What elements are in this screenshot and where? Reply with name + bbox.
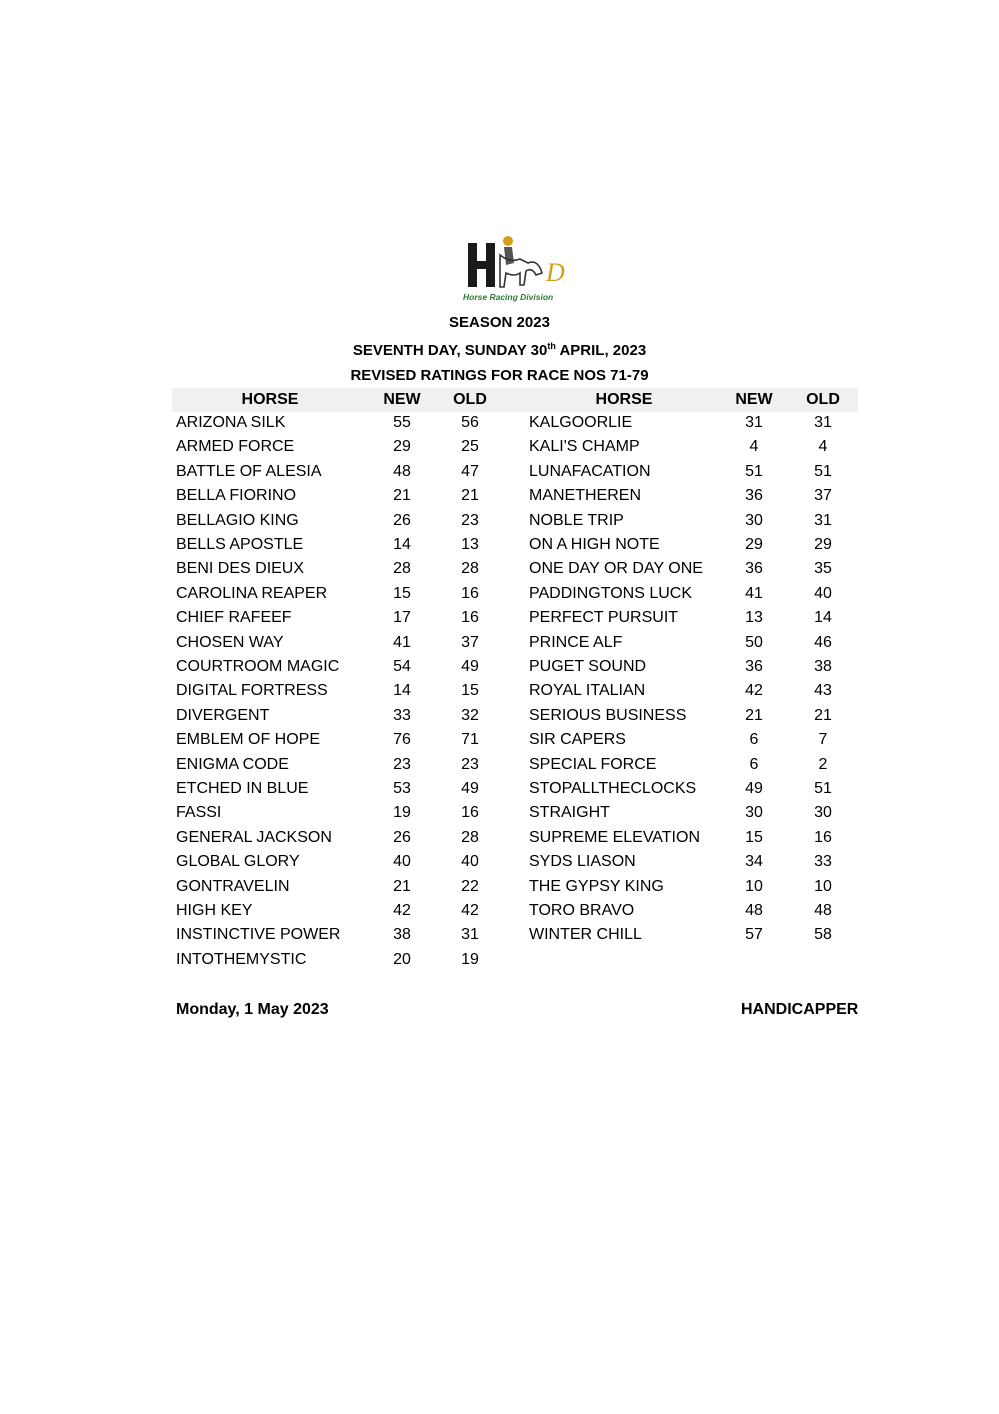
horse-name: KALI'S CHAMP (529, 438, 640, 456)
new-rating: 21 (745, 706, 763, 724)
old-rating: 15 (461, 682, 479, 700)
new-rating: 33 (393, 706, 411, 724)
horse-name: PRINCE ALF (529, 633, 623, 651)
old-rating: 46 (814, 633, 832, 651)
horse-name: LUNAFACATION (529, 462, 651, 480)
horse-name: STRAIGHT (529, 804, 610, 822)
old-rating: 10 (814, 877, 832, 895)
horse-name: HIGH KEY (176, 902, 253, 919)
horse-name: ON A HIGH NOTE (529, 536, 660, 553)
old-rating: 19 (461, 950, 479, 968)
horse-name: BELLS APOSTLE (176, 536, 304, 553)
race-day-title (0, 341, 999, 359)
table-row (0, 560, 999, 584)
new-rating: 26 (393, 828, 411, 846)
horse-name: FASSI (176, 804, 222, 822)
old-rating: 49 (461, 658, 479, 675)
new-rating: 20 (393, 950, 411, 968)
old-rating: 51 (814, 462, 832, 480)
old-rating: 42 (461, 902, 479, 919)
table-row (0, 463, 999, 487)
horse-name: BELLAGIO KING (176, 511, 299, 529)
header-new-left: NEW (383, 391, 421, 408)
horse-name: ETCHED IN BLUE (176, 780, 309, 797)
table-row (0, 585, 999, 609)
old-rating: 31 (814, 511, 832, 529)
horse-name: NOBLE TRIP (529, 511, 624, 529)
horse-name: INTOTHEMYSTIC (176, 950, 307, 968)
header-old-left: OLD (453, 391, 487, 408)
table-row (0, 902, 999, 926)
new-rating: 15 (745, 828, 763, 846)
old-rating: 30 (814, 804, 832, 822)
table-row (0, 951, 999, 975)
horse-name: INSTINCTIVE POWER (176, 926, 341, 944)
new-rating: 28 (393, 560, 411, 578)
table-row (0, 853, 999, 877)
old-rating: 2 (818, 755, 828, 773)
new-rating: 17 (393, 609, 411, 627)
new-rating: 30 (745, 804, 763, 822)
new-rating: 48 (393, 462, 411, 480)
old-rating: 58 (814, 926, 832, 944)
old-rating: 37 (814, 487, 832, 505)
old-rating: 51 (814, 780, 832, 797)
old-rating: 23 (461, 511, 479, 529)
new-rating: 6 (749, 731, 759, 749)
new-rating: 13 (745, 609, 763, 627)
horse-name: DIGITAL FORTRESS (176, 682, 328, 700)
table-row (0, 878, 999, 902)
new-rating: 29 (745, 536, 763, 553)
new-rating: 41 (745, 584, 763, 602)
old-rating: 29 (814, 536, 832, 553)
old-rating: 49 (461, 780, 479, 797)
season-title: SEASON 2023 (449, 314, 550, 331)
old-rating: 4 (818, 438, 828, 456)
horse-name: EMBLEM OF HOPE (176, 731, 321, 749)
table-row (0, 756, 999, 780)
new-rating: 10 (745, 877, 763, 895)
race-day-prefix: SEVENTH DAY, SUNDAY 30 (352, 342, 548, 359)
horse-name: BATTLE OF ALESIA (176, 462, 322, 480)
table-row (0, 804, 999, 828)
new-rating: 26 (393, 511, 411, 529)
old-rating: 14 (814, 609, 832, 627)
new-rating: 30 (745, 511, 763, 529)
horse-name: CAROLINA REAPER (176, 584, 328, 602)
header-new-right: NEW (735, 391, 773, 408)
old-rating: 16 (461, 804, 479, 822)
old-rating: 16 (461, 609, 479, 627)
new-rating: 50 (745, 633, 763, 651)
old-rating: 56 (461, 414, 479, 431)
table-row (0, 634, 999, 658)
horse-name: ONE DAY OR DAY ONE (529, 560, 703, 578)
new-rating: 42 (745, 682, 763, 700)
old-rating: 22 (461, 877, 479, 895)
new-rating: 53 (393, 780, 411, 797)
horse-name: GONTRAVELIN (176, 877, 290, 895)
race-day-suffix: APRIL, 2023 (555, 342, 647, 359)
old-rating: 71 (461, 731, 479, 749)
horse-name: WINTER CHILL (529, 926, 642, 944)
table-row (0, 512, 999, 536)
new-rating: 36 (745, 560, 763, 578)
table-row (0, 731, 999, 755)
new-rating: 4 (749, 438, 759, 456)
new-rating: 54 (393, 658, 411, 675)
new-rating: 21 (393, 877, 411, 895)
new-rating: 23 (393, 755, 411, 773)
old-rating: 40 (461, 853, 479, 871)
old-rating: 40 (814, 584, 832, 602)
horse-name: SERIOUS BUSINESS (529, 706, 687, 724)
old-rating: 13 (461, 536, 479, 553)
old-rating: 32 (461, 706, 479, 724)
old-rating: 47 (461, 462, 479, 480)
horse-name: BELLA FIORINO (176, 487, 297, 505)
old-rating: 38 (814, 658, 832, 675)
new-rating: 14 (393, 536, 411, 553)
table-row (0, 658, 999, 682)
report-date: Monday, 1 May 2023 (176, 1001, 329, 1018)
old-rating: 43 (814, 682, 832, 700)
horse-name: BENI DES DIEUX (176, 560, 305, 578)
new-rating: 6 (749, 755, 759, 773)
table-row (0, 707, 999, 731)
new-rating: 55 (393, 414, 411, 431)
old-rating: 23 (461, 755, 479, 773)
table-row (0, 438, 999, 462)
logo-caption: Horse Racing Division (463, 292, 554, 302)
new-rating: 38 (393, 926, 411, 944)
new-rating: 21 (393, 487, 411, 505)
new-rating: 42 (393, 902, 411, 919)
new-rating: 15 (393, 584, 411, 602)
horse-name: DIVERGENT (176, 706, 270, 724)
horse-name: CHIEF RAFEEF (176, 609, 292, 627)
new-rating: 41 (393, 633, 411, 651)
old-rating: 16 (461, 584, 479, 602)
new-rating: 48 (745, 902, 763, 919)
new-rating: 49 (745, 780, 763, 797)
table-row (0, 926, 999, 950)
table-row (0, 536, 999, 560)
new-rating: 36 (745, 658, 763, 675)
horse-name: COURTROOM MAGIC (176, 658, 340, 675)
new-rating: 57 (745, 926, 763, 944)
new-rating: 29 (393, 438, 411, 456)
horse-name: SPECIAL FORCE (529, 755, 657, 773)
old-rating: 25 (461, 438, 479, 456)
horse-name: PERFECT PURSUIT (529, 609, 679, 627)
table-row (0, 682, 999, 706)
horse-name: KALGOORLIE (529, 414, 633, 431)
horse-name: SIR CAPERS (529, 731, 626, 749)
horse-name: GLOBAL GLORY (176, 853, 300, 871)
horse-name: PUGET SOUND (529, 658, 647, 675)
horse-name: ARMED FORCE (176, 438, 295, 456)
old-rating: 35 (814, 560, 832, 578)
old-rating: 7 (818, 731, 828, 749)
horse-name: GENERAL JACKSON (176, 828, 332, 846)
old-rating: 21 (461, 487, 479, 505)
horse-name: SYDS LIASON (529, 853, 636, 871)
table-row (0, 414, 999, 438)
horse-name: SUPREME ELEVATION (529, 828, 700, 846)
horse-name: ENIGMA CODE (176, 755, 289, 773)
old-rating: 21 (814, 706, 832, 724)
horse-name: ROYAL ITALIAN (529, 682, 646, 700)
table-row (0, 487, 999, 511)
new-rating: 34 (745, 853, 763, 871)
horse-name: PADDINGTONS LUCK (529, 584, 692, 602)
old-rating: 16 (814, 828, 832, 846)
header-horse-left: HORSE (241, 391, 299, 408)
horse-name: ARIZONA SILK (176, 414, 286, 431)
table-row (0, 829, 999, 853)
new-rating: 40 (393, 853, 411, 871)
new-rating: 31 (745, 414, 763, 431)
old-rating: 48 (814, 902, 832, 919)
old-rating: 37 (461, 633, 479, 651)
header-old-right: OLD (806, 391, 840, 408)
new-rating: 19 (393, 804, 411, 822)
horse-name: THE GYPSY KING (529, 877, 664, 895)
horse-name: CHOSEN WAY (176, 633, 284, 651)
old-rating: 28 (461, 828, 479, 846)
old-rating: 31 (461, 926, 479, 944)
horse-name: MANETHEREN (529, 487, 642, 505)
header-horse-right: HORSE (595, 391, 653, 408)
new-rating: 76 (393, 731, 411, 749)
new-rating: 14 (393, 682, 411, 700)
table-row (0, 780, 999, 804)
horse-name: TORO BRAVO (529, 902, 635, 919)
race-day-ordinal: th (547, 341, 556, 351)
new-rating: 36 (745, 487, 763, 505)
old-rating: 33 (814, 853, 832, 871)
handicapper-signature: HANDICAPPER (741, 1001, 859, 1018)
old-rating: 28 (461, 560, 479, 578)
old-rating: 31 (814, 414, 832, 431)
horse-name: STOPALLTHECLOCKS (529, 780, 697, 797)
new-rating: 51 (745, 462, 763, 480)
table-row (0, 609, 999, 633)
svg-text:D: D (546, 258, 565, 287)
revised-ratings-title: REVISED RATINGS FOR RACE NOS 71-79 (350, 367, 649, 384)
